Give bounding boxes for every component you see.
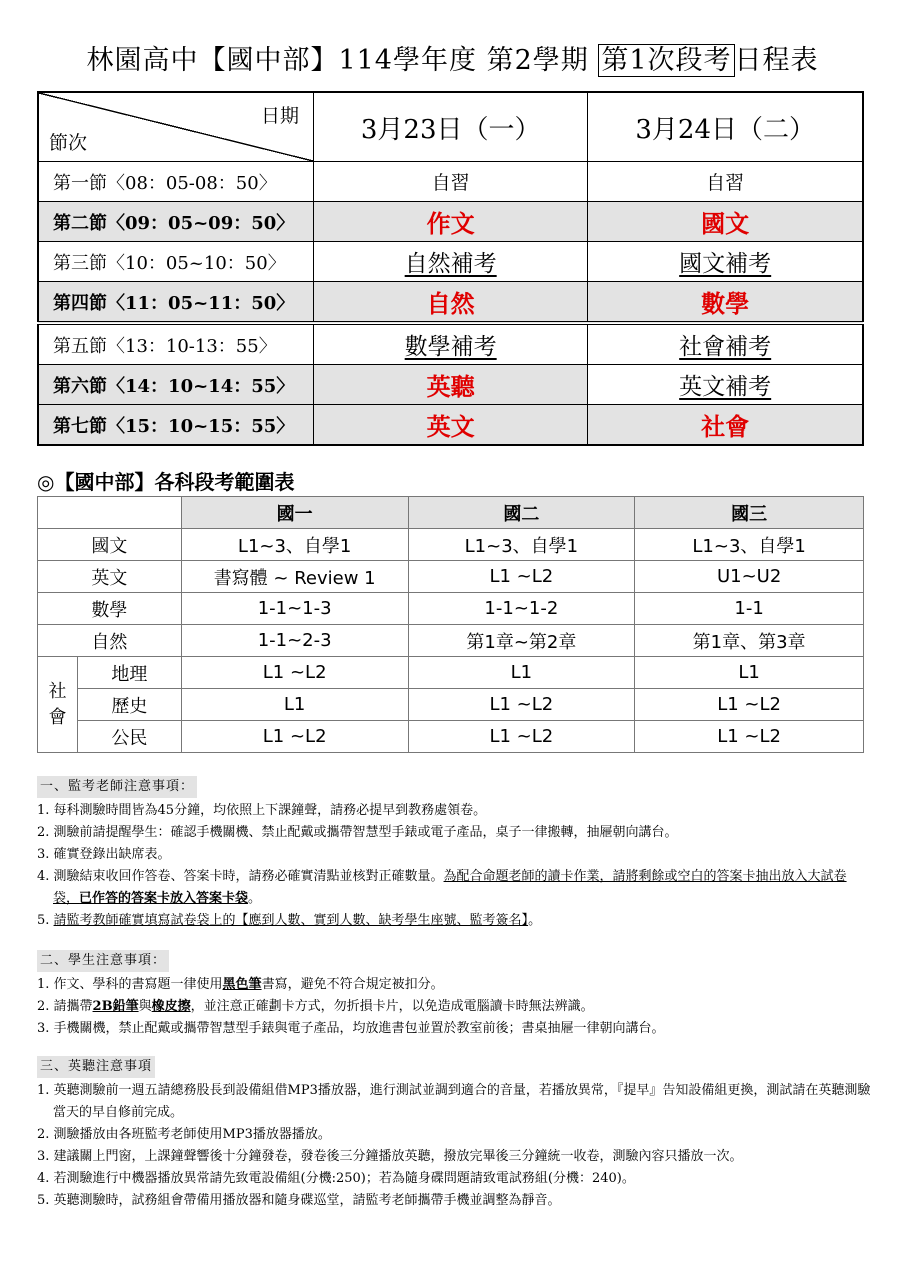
student-note-2-c: 與 [138, 999, 152, 1014]
subject-label: 歷史 [77, 689, 181, 721]
proctor-note-4-b: 為配合命題老師的讀卡作業，請將剩餘或空白的答案卡抽出放入大試卷袋， [53, 869, 847, 906]
proctor-note-4-a: 4. 測驗結束收回作答卷、答案卡時，請務必確實清點並核對正確數量。 [37, 869, 444, 884]
subject-label: 地理 [77, 657, 181, 689]
range-g2: L1 ~L2 [408, 561, 635, 593]
day2-subject: 社會補考 [588, 323, 863, 365]
range-g2: 1-1~1-2 [408, 593, 635, 625]
grade-header: 國三 [635, 497, 864, 529]
range-g2: L1 ~L2 [408, 689, 635, 721]
listening-notes-heading: 三、英聽注意事項 [37, 1056, 155, 1078]
range-g3: U1~U2 [635, 561, 864, 593]
range-g3: L1 ~L2 [635, 689, 864, 721]
range-g2: L1 ~L2 [408, 721, 635, 753]
student-note: 3. 手機關機，禁止配戴或攜帶智慧型手錶與電子產品，均放進書包並置於教室前後；書桌抽屜一律朝向講台。 [37, 1021, 665, 1036]
schedule-header-row [38, 92, 863, 162]
range-g1: L1 ~L2 [181, 657, 408, 689]
student-note-1-b: 黑色筆 [222, 977, 262, 992]
period-label: 第四節〈11：05~11：50〉 [38, 282, 314, 324]
subject-label: 數學 [38, 593, 182, 625]
range-g2: L1~3、自學1 [408, 529, 635, 561]
range-header-row [38, 497, 864, 529]
range-row [38, 593, 864, 625]
range-row [38, 529, 864, 561]
subject-label: 英文 [38, 561, 182, 593]
student-note-2-e: ，並注意正確劃卡方式，勿折損卡片，以免造成電腦讀卡時無法辨識。 [190, 999, 594, 1014]
range-row [38, 657, 864, 689]
range-section-title: ◎【國中部】各科段考範圍表 [37, 470, 295, 494]
student-note-1-a: 1. 作文、學科的書寫題一律使用 [37, 977, 223, 992]
listening-note: 4. 若測驗進行中機器播放異常請先致電設備組(分機:250)；若為隨身碟問題請致電試務組(分機：240)。 [37, 1171, 635, 1186]
proctor-note [37, 866, 872, 910]
period-label: 第七節〈15：10~15：55〉 [38, 405, 314, 446]
day2-subject: 社會 [588, 405, 863, 446]
day1-subject: 自然 [314, 282, 588, 324]
proctor-note [37, 910, 872, 932]
period-label: 第五節〈13：10-13：55〉 [38, 323, 314, 365]
day1-subject: 自然補考 [314, 242, 588, 282]
proctor-note: 2. 測驗前請提醒學生：確認手機關機、禁止配戴或攜帶智慧型手錶或電子產品，桌子一律搬轉，抽屜朝向講台。 [37, 825, 678, 840]
schedule-row [38, 242, 863, 282]
listening-note: 5. 英聽測驗時，試務組會帶備用播放器和隨身碟巡堂，請監考老師攜帶手機並調整為靜音。 [37, 1193, 561, 1208]
range-g2: 第1章~第2章 [408, 625, 635, 657]
proctor-note-5-c: 。 [528, 913, 542, 928]
student-note-2-b: 2B鉛筆 [92, 999, 139, 1014]
day2-subject: 英文補考 [588, 365, 863, 405]
proctor-note: 1. 每科測驗時間皆為45分鐘，均依照上下課鐘聲，請務必提早到教務處領卷。 [37, 803, 487, 818]
social-label-text: 社會 [48, 680, 67, 728]
day1-subject: 數學補考 [314, 323, 588, 365]
student-note [37, 996, 872, 1018]
range-g2: L1 [408, 657, 635, 689]
schedule-row [38, 282, 863, 324]
schedule-row [38, 365, 863, 405]
page-title [0, 38, 905, 77]
proctor-note: 3. 確實登錄出缺席表。 [37, 847, 171, 862]
schedule-row [38, 405, 863, 446]
period-label: 第三節〈10：05~10：50〉 [38, 242, 314, 282]
date-day2: 3月24日（二） [588, 92, 863, 162]
period-label: 第一節〈08：05-08：50〉 [38, 162, 314, 202]
period-label: 第二節〈09：05~09：50〉 [38, 202, 314, 242]
proctor-notes [37, 776, 872, 932]
day1-subject: 自習 [314, 162, 588, 202]
range-g1: 書寫體 ~ Review 1 [181, 561, 408, 593]
proctor-note-4-c: 已作答的答案卡放入答案卡袋 [79, 891, 249, 906]
listening-note: 3. 建議關上門窗，上課鐘聲響後十分鐘發卷，發卷後三分鐘播放英聽，撥放完畢後三分鐘統一收卷，測驗內容只播放一次。 [37, 1149, 743, 1164]
period-label: 第六節〈14：10~14：55〉 [38, 365, 314, 405]
listening-note: 2. 測驗播放由各班監考老師使用MP3播放器播放。 [37, 1127, 331, 1142]
grade-header: 國一 [181, 497, 408, 529]
range-g1: L1 ~L2 [181, 721, 408, 753]
range-row [38, 625, 864, 657]
period-axis-label: 節次 [49, 132, 88, 154]
student-note [37, 974, 872, 996]
schedule-row [38, 323, 863, 365]
range-g3: 第1章、第3章 [635, 625, 864, 657]
proctor-note-5-a: 5. [37, 913, 54, 928]
schedule-row [38, 162, 863, 202]
range-g3: 1-1 [635, 593, 864, 625]
range-g1: 1-1~2-3 [181, 625, 408, 657]
proctor-notes-heading: 一、監考老師注意事項： [37, 776, 197, 798]
range-g1: 1-1~1-3 [181, 593, 408, 625]
proctor-note-5-b: 請監考教師確實填寫試卷袋上的【應到人數、實到人數、缺考學生座號、監考簽名】 [53, 913, 529, 928]
student-note-2-d: 橡皮擦 [151, 999, 191, 1014]
title-main: 林園高中【國中部】114學年度 第2學期 [86, 45, 589, 76]
student-notes-heading: 二、學生注意事項： [37, 950, 169, 972]
subject-label: 國文 [38, 529, 182, 561]
student-note-1-c: 書寫，避免不符合規定被扣分。 [261, 977, 444, 992]
listening-note: 1. 英聽測驗前一週五請總務股長到設備組借MP3播放器，進行測試並調到適合的音量，若播放異常，『提早』告知設備組更換，測試請在英聽測驗當天的早自修前完成。 [37, 1083, 871, 1120]
exam-schedule-table [37, 91, 864, 446]
day1-subject: 英聽 [314, 365, 588, 405]
range-row [38, 561, 864, 593]
range-row [38, 689, 864, 721]
grade-header: 國二 [408, 497, 635, 529]
student-notes [37, 950, 872, 1040]
exam-range-table [37, 496, 864, 753]
schedule-corner-cell [38, 92, 314, 162]
student-note-2-a: 2. 請攜帶 [37, 999, 93, 1014]
date-day1: 3月23日（一） [314, 92, 588, 162]
range-row [38, 721, 864, 753]
day1-subject: 英文 [314, 405, 588, 446]
schedule-row [38, 202, 863, 242]
range-g3: L1 ~L2 [635, 721, 864, 753]
range-g1: L1 [181, 689, 408, 721]
proctor-note-4-d: 。 [248, 891, 262, 906]
listening-notes [37, 1056, 872, 1212]
day2-subject: 國文 [588, 202, 863, 242]
range-g3: L1~3、自學1 [635, 529, 864, 561]
social-group-label [38, 657, 78, 753]
range-g1: L1~3、自學1 [181, 529, 408, 561]
day2-subject: 數學 [588, 282, 863, 324]
subject-label: 自然 [38, 625, 182, 657]
day2-subject: 自習 [588, 162, 863, 202]
title-suffix: 日程表 [734, 45, 819, 76]
day2-subject: 國文補考 [588, 242, 863, 282]
title-exam-number: 第1次段考 [598, 44, 734, 77]
day1-subject: 作文 [314, 202, 588, 242]
date-axis-label: 日期 [260, 105, 299, 127]
range-corner-cell [38, 497, 182, 529]
subject-label: 公民 [77, 721, 181, 753]
range-g3: L1 [635, 657, 864, 689]
